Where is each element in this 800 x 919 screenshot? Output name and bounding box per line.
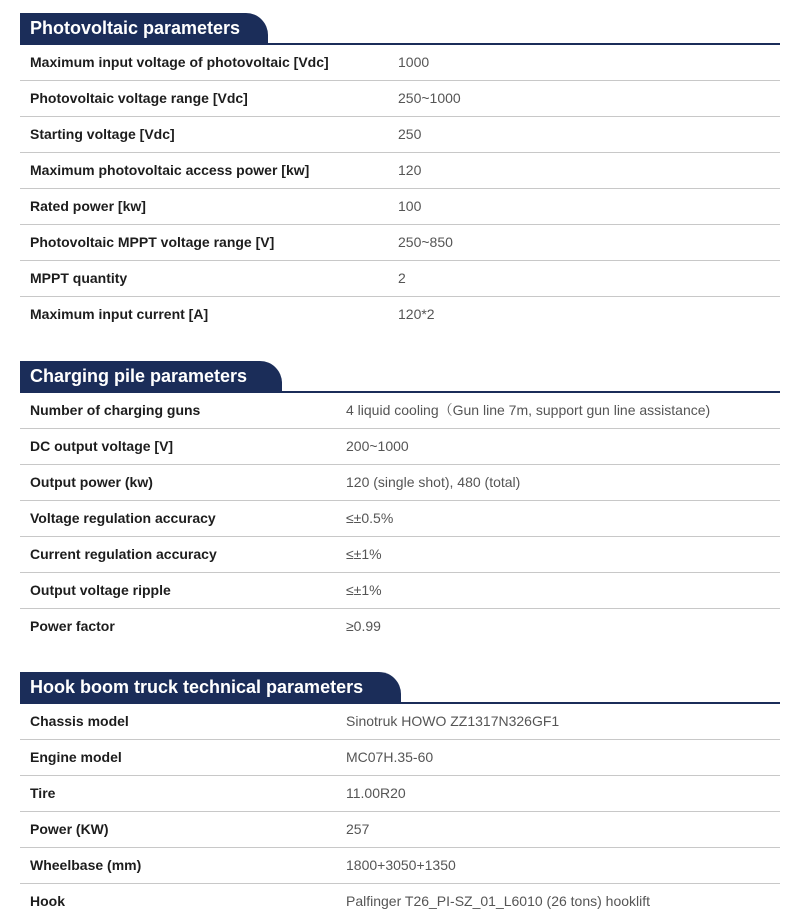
param-name: Power factor — [30, 618, 115, 634]
param-value: Sinotruk HOWO ZZ1317N326GF1 — [346, 713, 560, 729]
table-row — [20, 153, 780, 189]
param-value: 100 — [398, 198, 422, 214]
table-row — [20, 465, 780, 501]
param-name: Engine model — [30, 749, 122, 765]
param-value: ≥0.99 — [346, 618, 381, 634]
section-header — [20, 672, 780, 704]
param-value: 250 — [398, 126, 422, 142]
photovoltaic-parameters-section — [20, 13, 780, 332]
table-row — [20, 501, 780, 537]
param-value: MC07H.35-60 — [346, 749, 434, 765]
param-value: 120 (single shot), 480 (total) — [346, 474, 521, 490]
param-name: Wheelbase (mm) — [30, 857, 142, 873]
param-value: Palfinger T26_PI-SZ_01_L6010 (26 tons) hooklift — [346, 893, 651, 909]
section-title: Photovoltaic parameters — [20, 13, 268, 43]
param-value: 2 — [398, 270, 406, 286]
table-row — [20, 573, 780, 609]
param-name: Maximum input current [A] — [30, 306, 209, 322]
table-row — [20, 189, 780, 225]
param-value: 257 — [346, 821, 370, 837]
param-name: Maximum photovoltaic access power [kw] — [30, 162, 310, 178]
section-title: Hook boom truck technical parameters — [20, 672, 401, 702]
table-row — [20, 704, 780, 740]
param-name: Voltage regulation accuracy — [30, 510, 216, 526]
table-row — [20, 429, 780, 465]
param-value: 250~1000 — [398, 90, 461, 106]
param-name: Hook — [30, 893, 65, 909]
param-name: Photovoltaic voltage range [Vdc] — [30, 90, 248, 106]
param-value: 4 liquid cooling（Gun line 7m, support gun line assistance) — [346, 402, 711, 418]
hook-boom-truck-parameters-section — [20, 672, 780, 919]
param-name: Output power (kw) — [30, 474, 153, 490]
param-name: Maximum input voltage of photovoltaic [Vdc] — [30, 54, 329, 70]
param-name: Output voltage ripple — [30, 582, 171, 598]
param-value: ≤±1% — [346, 546, 382, 562]
table-row — [20, 261, 780, 297]
param-name: Photovoltaic MPPT voltage range [V] — [30, 234, 275, 250]
param-value: 120*2 — [398, 306, 435, 322]
section-header — [20, 13, 780, 45]
param-name: Current regulation accuracy — [30, 546, 217, 562]
param-value: 1800+3050+1350 — [346, 857, 456, 873]
table-row — [20, 740, 780, 776]
param-name: Chassis model — [30, 713, 129, 729]
param-value: 120 — [398, 162, 422, 178]
table-row — [20, 537, 780, 573]
param-name: MPPT quantity — [30, 270, 128, 286]
param-name: DC output voltage [V] — [30, 438, 174, 454]
table-row — [20, 117, 780, 153]
section-title: Charging pile parameters — [20, 361, 282, 391]
table-row — [20, 776, 780, 812]
table-row — [20, 884, 780, 919]
param-name: Starting voltage [Vdc] — [30, 126, 175, 142]
param-value: ≤±1% — [346, 582, 382, 598]
table-row — [20, 812, 780, 848]
charging-pile-parameters-section — [20, 361, 780, 644]
param-name: Rated power [kw] — [30, 198, 146, 214]
param-name: Power (KW) — [30, 821, 109, 837]
table-row — [20, 393, 780, 429]
param-value: 11.00R20 — [346, 785, 406, 801]
table-row — [20, 848, 780, 884]
param-name: Number of charging guns — [30, 402, 201, 418]
table-row — [20, 45, 780, 81]
table-row — [20, 297, 780, 332]
table-row — [20, 81, 780, 117]
param-value: ≤±0.5% — [346, 510, 394, 526]
section-header — [20, 361, 780, 393]
param-value: 200~1000 — [346, 438, 409, 454]
table-row — [20, 609, 780, 644]
param-name: Tire — [30, 785, 56, 801]
param-value: 1000 — [398, 54, 430, 70]
table-row — [20, 225, 780, 261]
param-value: 250~850 — [398, 234, 453, 250]
